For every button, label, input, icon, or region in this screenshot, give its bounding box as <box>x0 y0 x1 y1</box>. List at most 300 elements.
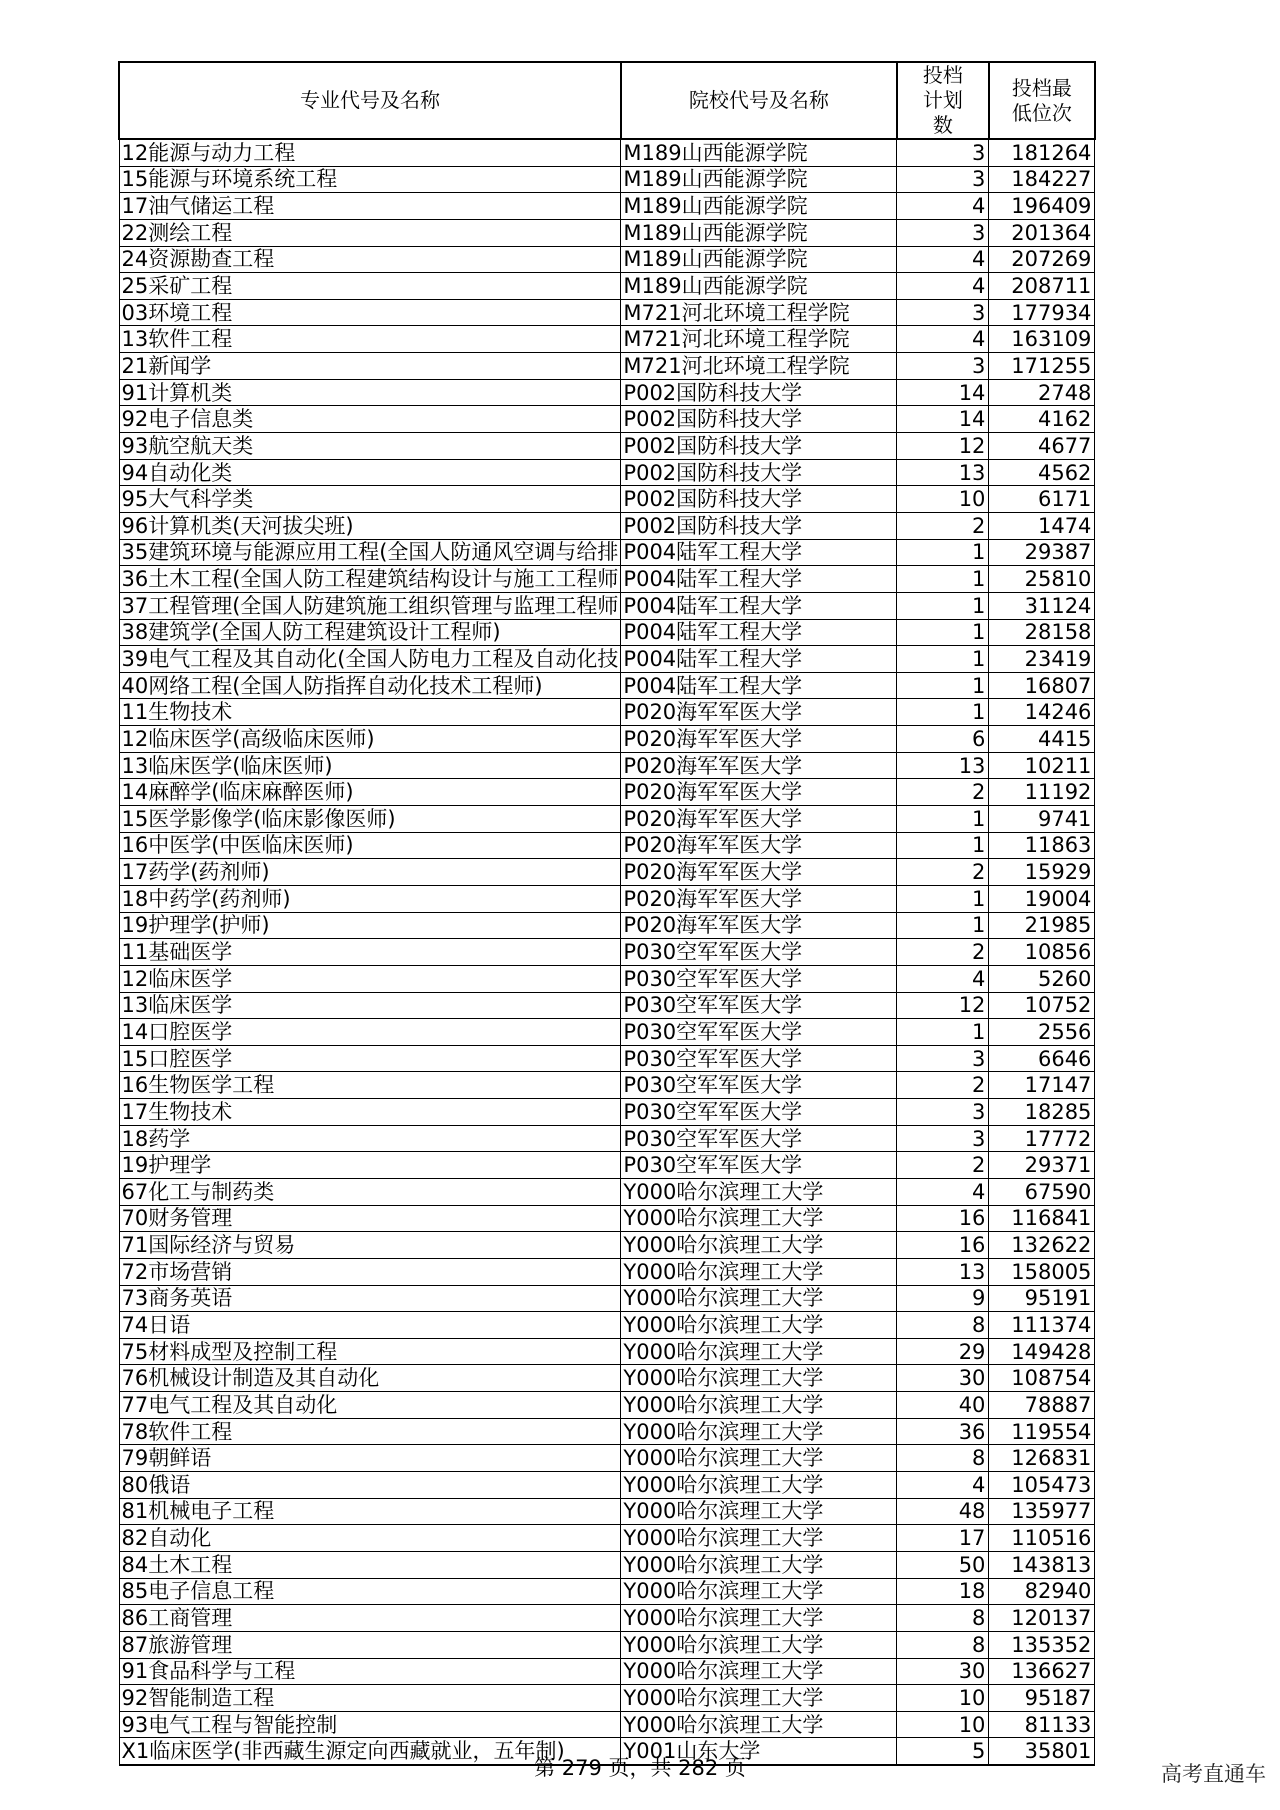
table-row <box>119 1019 1095 1046</box>
cell-plan-count: 8 <box>897 1605 989 1632</box>
cell-major: 18中药学(药剂师) <box>119 885 621 912</box>
cell-major: 80俄语 <box>119 1472 621 1499</box>
cell-major: 92电子信息类 <box>119 406 621 433</box>
cell-school: Y000哈尔滨理工大学 <box>621 1525 897 1552</box>
cell-school: P030空军军医大学 <box>621 992 897 1019</box>
cell-school: P004陆军工程大学 <box>621 619 897 646</box>
table-row <box>119 1658 1095 1685</box>
table-row <box>119 726 1095 753</box>
cell-school: P020海军军医大学 <box>621 832 897 859</box>
cell-plan-count: 8 <box>897 1631 989 1658</box>
cell-min-rank: 9741 <box>989 806 1095 833</box>
cell-school: Y000哈尔滨理工大学 <box>621 1685 897 1712</box>
cell-major: 36土木工程(全国人防工程建筑结构设计与施工工程师 <box>119 566 621 593</box>
cell-school: Y000哈尔滨理工大学 <box>621 1338 897 1365</box>
cell-plan-count: 40 <box>897 1392 989 1419</box>
cell-plan-count: 12 <box>897 433 989 460</box>
cell-major: 25采矿工程 <box>119 273 621 300</box>
cell-plan-count: 8 <box>897 1312 989 1339</box>
cell-school: M721河北环境工程学院 <box>621 326 897 353</box>
cell-school: M189山西能源学院 <box>621 246 897 273</box>
cell-plan-count: 18 <box>897 1578 989 1605</box>
cell-min-rank: 184227 <box>989 166 1095 193</box>
cell-school: P030空军军医大学 <box>621 1072 897 1099</box>
table-row <box>119 1125 1095 1152</box>
cell-plan-count: 4 <box>897 326 989 353</box>
cell-min-rank: 4162 <box>989 406 1095 433</box>
cell-school: P002国防科技大学 <box>621 406 897 433</box>
cell-min-rank: 19004 <box>989 885 1095 912</box>
cell-min-rank: 67590 <box>989 1178 1095 1205</box>
cell-major: 77电气工程及其自动化 <box>119 1392 621 1419</box>
cell-major: 17生物技术 <box>119 1099 621 1126</box>
cell-min-rank: 5260 <box>989 965 1095 992</box>
table-row <box>119 379 1095 406</box>
table-row <box>119 406 1095 433</box>
cell-school: Y001山东大学 <box>621 1738 897 1765</box>
cell-plan-count: 3 <box>897 353 989 380</box>
cell-school: M721河北环境工程学院 <box>621 353 897 380</box>
watermark-text: 高考直通车 <box>1161 1762 1266 1786</box>
cell-min-rank: 136627 <box>989 1658 1095 1685</box>
table-header-row <box>119 62 1095 139</box>
table-row <box>119 459 1095 486</box>
cell-plan-count: 13 <box>897 752 989 779</box>
cell-plan-count: 2 <box>897 859 989 886</box>
cell-major: 11生物技术 <box>119 699 621 726</box>
cell-min-rank: 16807 <box>989 672 1095 699</box>
cell-min-rank: 4562 <box>989 459 1095 486</box>
cell-plan-count: 3 <box>897 219 989 246</box>
cell-school: M189山西能源学院 <box>621 166 897 193</box>
cell-min-rank: 208711 <box>989 273 1095 300</box>
cell-major: 72市场营销 <box>119 1258 621 1285</box>
cell-plan-count: 14 <box>897 379 989 406</box>
cell-plan-count: 9 <box>897 1285 989 1312</box>
cell-school: P030空军军医大学 <box>621 1019 897 1046</box>
table-row <box>119 1685 1095 1712</box>
cell-min-rank: 119554 <box>989 1418 1095 1445</box>
table-row <box>119 1472 1095 1499</box>
cell-min-rank: 108754 <box>989 1365 1095 1392</box>
table-row <box>119 752 1095 779</box>
cell-min-rank: 111374 <box>989 1312 1095 1339</box>
cell-min-rank: 120137 <box>989 1605 1095 1632</box>
cell-major: 81机械电子工程 <box>119 1498 621 1525</box>
cell-plan-count: 14 <box>897 406 989 433</box>
cell-min-rank: 2748 <box>989 379 1095 406</box>
cell-min-rank: 196409 <box>989 193 1095 220</box>
cell-plan-count: 4 <box>897 1178 989 1205</box>
cell-min-rank: 81133 <box>989 1711 1095 1738</box>
cell-major: 75材料成型及控制工程 <box>119 1338 621 1365</box>
cell-min-rank: 6646 <box>989 1045 1095 1072</box>
cell-school: P020海军军医大学 <box>621 885 897 912</box>
cell-major: 03环境工程 <box>119 299 621 326</box>
cell-min-rank: 23419 <box>989 646 1095 673</box>
cell-plan-count: 13 <box>897 1258 989 1285</box>
cell-min-rank: 82940 <box>989 1578 1095 1605</box>
cell-major: 74日语 <box>119 1312 621 1339</box>
cell-school: P004陆军工程大学 <box>621 566 897 593</box>
cell-plan-count: 1 <box>897 646 989 673</box>
table-row <box>119 139 1095 166</box>
cell-min-rank: 17147 <box>989 1072 1095 1099</box>
cell-plan-count: 1 <box>897 832 989 859</box>
cell-school: P002国防科技大学 <box>621 433 897 460</box>
cell-school: P004陆军工程大学 <box>621 672 897 699</box>
cell-min-rank: 10856 <box>989 939 1095 966</box>
cell-school: P030空军军医大学 <box>621 1125 897 1152</box>
cell-major: 87旅游管理 <box>119 1631 621 1658</box>
cell-plan-count: 10 <box>897 1711 989 1738</box>
table-row <box>119 619 1095 646</box>
table-row <box>119 1365 1095 1392</box>
cell-major: 84土木工程 <box>119 1551 621 1578</box>
cell-plan-count: 1 <box>897 592 989 619</box>
cell-school: M189山西能源学院 <box>621 219 897 246</box>
cell-plan-count: 2 <box>897 1072 989 1099</box>
cell-plan-count: 10 <box>897 1685 989 1712</box>
table-row <box>119 1578 1095 1605</box>
table-row <box>119 166 1095 193</box>
cell-plan-count: 6 <box>897 726 989 753</box>
cell-school: P002国防科技大学 <box>621 486 897 513</box>
cell-major: 38建筑学(全国人防工程建筑设计工程师) <box>119 619 621 646</box>
cell-major: 79朝鲜语 <box>119 1445 621 1472</box>
cell-major: 39电气工程及其自动化(全国人防电力工程及自动化技 <box>119 646 621 673</box>
cell-min-rank: 110516 <box>989 1525 1095 1552</box>
cell-school: Y000哈尔滨理工大学 <box>621 1285 897 1312</box>
cell-plan-count: 4 <box>897 193 989 220</box>
cell-plan-count: 1 <box>897 912 989 939</box>
cell-plan-count: 13 <box>897 459 989 486</box>
cell-major: 12临床医学(高级临床医师) <box>119 726 621 753</box>
header-major: 专业代号及名称 <box>119 62 621 139</box>
cell-plan-count: 30 <box>897 1658 989 1685</box>
header-school: 院校代号及名称 <box>621 62 897 139</box>
cell-major: 14口腔医学 <box>119 1019 621 1046</box>
cell-major: 18药学 <box>119 1125 621 1152</box>
cell-plan-count: 16 <box>897 1205 989 1232</box>
table-row <box>119 566 1095 593</box>
cell-school: Y000哈尔滨理工大学 <box>621 1498 897 1525</box>
cell-school: P004陆军工程大学 <box>621 646 897 673</box>
table-row <box>119 1392 1095 1419</box>
cell-major: 22测绘工程 <box>119 219 621 246</box>
cell-plan-count: 12 <box>897 992 989 1019</box>
table-row <box>119 1605 1095 1632</box>
cell-school: M189山西能源学院 <box>621 139 897 166</box>
table-row <box>119 433 1095 460</box>
cell-min-rank: 25810 <box>989 566 1095 593</box>
cell-min-rank: 132622 <box>989 1232 1095 1259</box>
cell-plan-count: 3 <box>897 166 989 193</box>
cell-min-rank: 17772 <box>989 1125 1095 1152</box>
cell-major: 16中医学(中医临床医师) <box>119 832 621 859</box>
cell-school: Y000哈尔滨理工大学 <box>621 1631 897 1658</box>
cell-school: P004陆军工程大学 <box>621 592 897 619</box>
cell-school: Y000哈尔滨理工大学 <box>621 1605 897 1632</box>
cell-major: 71国际经济与贸易 <box>119 1232 621 1259</box>
cell-plan-count: 48 <box>897 1498 989 1525</box>
cell-major: 17药学(药剂师) <box>119 859 621 886</box>
cell-major: X1临床医学(非西藏生源定向西藏就业，五年制) <box>119 1738 621 1765</box>
table-row <box>119 193 1095 220</box>
cell-min-rank: 143813 <box>989 1551 1095 1578</box>
cell-plan-count: 16 <box>897 1232 989 1259</box>
cell-school: M721河北环境工程学院 <box>621 299 897 326</box>
cell-major: 19护理学(护师) <box>119 912 621 939</box>
table-row <box>119 939 1095 966</box>
table-row <box>119 1498 1095 1525</box>
table-row <box>119 1312 1095 1339</box>
cell-major: 40网络工程(全国人防指挥自动化技术工程师) <box>119 672 621 699</box>
table-row <box>119 1418 1095 1445</box>
cell-major: 95大气科学类 <box>119 486 621 513</box>
cell-min-rank: 4415 <box>989 726 1095 753</box>
table-row <box>119 486 1095 513</box>
cell-plan-count: 1 <box>897 1019 989 1046</box>
table-row <box>119 1072 1095 1099</box>
table-row <box>119 592 1095 619</box>
cell-min-rank: 171255 <box>989 353 1095 380</box>
cell-major: 93电气工程与智能控制 <box>119 1711 621 1738</box>
cell-school: P020海军军医大学 <box>621 752 897 779</box>
cell-school: Y000哈尔滨理工大学 <box>621 1232 897 1259</box>
table-row <box>119 512 1095 539</box>
admission-table <box>118 61 1096 1766</box>
table-row <box>119 1258 1095 1285</box>
cell-min-rank: 11863 <box>989 832 1095 859</box>
cell-major: 14麻醉学(临床麻醉医师) <box>119 779 621 806</box>
table-row <box>119 299 1095 326</box>
cell-plan-count: 10 <box>897 486 989 513</box>
table-row <box>119 1631 1095 1658</box>
cell-major: 13临床医学 <box>119 992 621 1019</box>
cell-min-rank: 2556 <box>989 1019 1095 1046</box>
table-row <box>119 273 1095 300</box>
cell-min-rank: 31124 <box>989 592 1095 619</box>
table-body <box>119 139 1095 1765</box>
cell-major: 70财务管理 <box>119 1205 621 1232</box>
cell-min-rank: 95191 <box>989 1285 1095 1312</box>
table-row <box>119 779 1095 806</box>
cell-major: 24资源勘查工程 <box>119 246 621 273</box>
cell-major: 94自动化类 <box>119 459 621 486</box>
cell-plan-count: 1 <box>897 885 989 912</box>
cell-school: Y000哈尔滨理工大学 <box>621 1472 897 1499</box>
cell-school: P020海军军医大学 <box>621 726 897 753</box>
table-row <box>119 539 1095 566</box>
cell-min-rank: 177934 <box>989 299 1095 326</box>
table-row <box>119 219 1095 246</box>
cell-major: 21新闻学 <box>119 353 621 380</box>
cell-min-rank: 135352 <box>989 1631 1095 1658</box>
cell-plan-count: 3 <box>897 139 989 166</box>
cell-plan-count: 8 <box>897 1445 989 1472</box>
cell-plan-count: 2 <box>897 1152 989 1179</box>
cell-major: 91食品科学与工程 <box>119 1658 621 1685</box>
table-row <box>119 353 1095 380</box>
cell-school: P002国防科技大学 <box>621 512 897 539</box>
cell-school: Y000哈尔滨理工大学 <box>621 1365 897 1392</box>
cell-plan-count: 3 <box>897 299 989 326</box>
cell-major: 35建筑环境与能源应用工程(全国人防通风空调与给排 <box>119 539 621 566</box>
cell-plan-count: 30 <box>897 1365 989 1392</box>
cell-major: 86工商管理 <box>119 1605 621 1632</box>
cell-school: Y000哈尔滨理工大学 <box>621 1205 897 1232</box>
cell-school: Y000哈尔滨理工大学 <box>621 1418 897 1445</box>
cell-plan-count: 5 <box>897 1738 989 1765</box>
cell-min-rank: 28158 <box>989 619 1095 646</box>
cell-plan-count: 1 <box>897 566 989 593</box>
cell-min-rank: 201364 <box>989 219 1095 246</box>
cell-plan-count: 3 <box>897 1125 989 1152</box>
cell-plan-count: 1 <box>897 806 989 833</box>
table-row <box>119 965 1095 992</box>
header-min-rank: 投档最低位次 <box>989 62 1095 139</box>
cell-plan-count: 1 <box>897 699 989 726</box>
cell-school: Y000哈尔滨理工大学 <box>621 1178 897 1205</box>
cell-min-rank: 116841 <box>989 1205 1095 1232</box>
cell-major: 85电子信息工程 <box>119 1578 621 1605</box>
cell-school: P030空军军医大学 <box>621 965 897 992</box>
cell-school: M189山西能源学院 <box>621 273 897 300</box>
cell-plan-count: 4 <box>897 965 989 992</box>
cell-min-rank: 21985 <box>989 912 1095 939</box>
table-row <box>119 912 1095 939</box>
cell-min-rank: 6171 <box>989 486 1095 513</box>
cell-major: 15口腔医学 <box>119 1045 621 1072</box>
table-row <box>119 1152 1095 1179</box>
table-row <box>119 885 1095 912</box>
cell-school: P030空军军医大学 <box>621 1099 897 1126</box>
cell-min-rank: 126831 <box>989 1445 1095 1472</box>
table-row <box>119 246 1095 273</box>
cell-school: Y000哈尔滨理工大学 <box>621 1312 897 1339</box>
table-row <box>119 1232 1095 1259</box>
cell-school: Y000哈尔滨理工大学 <box>621 1445 897 1472</box>
cell-school: P030空军军医大学 <box>621 1045 897 1072</box>
cell-school: Y000哈尔滨理工大学 <box>621 1258 897 1285</box>
table-row <box>119 1551 1095 1578</box>
cell-school: Y000哈尔滨理工大学 <box>621 1551 897 1578</box>
cell-major: 13软件工程 <box>119 326 621 353</box>
cell-min-rank: 11192 <box>989 779 1095 806</box>
cell-major: 11基础医学 <box>119 939 621 966</box>
cell-major: 82自动化 <box>119 1525 621 1552</box>
cell-min-rank: 158005 <box>989 1258 1095 1285</box>
cell-min-rank: 163109 <box>989 326 1095 353</box>
cell-school: M189山西能源学院 <box>621 193 897 220</box>
cell-min-rank: 14246 <box>989 699 1095 726</box>
cell-plan-count: 29 <box>897 1338 989 1365</box>
cell-min-rank: 10752 <box>989 992 1095 1019</box>
cell-school: Y000哈尔滨理工大学 <box>621 1711 897 1738</box>
cell-major: 15能源与环境系统工程 <box>119 166 621 193</box>
cell-major: 37工程管理(全国人防建筑施工组织管理与监理工程师 <box>119 592 621 619</box>
cell-school: P004陆军工程大学 <box>621 539 897 566</box>
cell-school: Y000哈尔滨理工大学 <box>621 1578 897 1605</box>
cell-major: 15医学影像学(临床影像医师) <box>119 806 621 833</box>
cell-school: P020海军军医大学 <box>621 912 897 939</box>
table-row <box>119 1045 1095 1072</box>
cell-plan-count: 3 <box>897 1045 989 1072</box>
cell-major: 96计算机类(天河拔尖班) <box>119 512 621 539</box>
cell-major: 73商务英语 <box>119 1285 621 1312</box>
table-row <box>119 992 1095 1019</box>
table-row <box>119 859 1095 886</box>
cell-major: 17油气储运工程 <box>119 193 621 220</box>
table-row <box>119 832 1095 859</box>
cell-min-rank: 105473 <box>989 1472 1095 1499</box>
cell-plan-count: 4 <box>897 273 989 300</box>
table-row <box>119 646 1095 673</box>
cell-min-rank: 10211 <box>989 752 1095 779</box>
table-row <box>119 1525 1095 1552</box>
cell-min-rank: 1474 <box>989 512 1095 539</box>
cell-min-rank: 29387 <box>989 539 1095 566</box>
cell-plan-count: 50 <box>897 1551 989 1578</box>
cell-plan-count: 2 <box>897 512 989 539</box>
cell-major: 76机械设计制造及其自动化 <box>119 1365 621 1392</box>
table-row <box>119 1205 1095 1232</box>
table-row <box>119 1445 1095 1472</box>
cell-school: P020海军军医大学 <box>621 806 897 833</box>
cell-school: P002国防科技大学 <box>621 379 897 406</box>
cell-plan-count: 36 <box>897 1418 989 1445</box>
cell-school: P030空军军医大学 <box>621 939 897 966</box>
table-row <box>119 1285 1095 1312</box>
cell-min-rank: 35801 <box>989 1738 1095 1765</box>
cell-plan-count: 4 <box>897 246 989 273</box>
table-row <box>119 1099 1095 1126</box>
cell-major: 91计算机类 <box>119 379 621 406</box>
header-plan-count: 投档计划数 <box>897 62 989 139</box>
cell-plan-count: 2 <box>897 779 989 806</box>
cell-major: 19护理学 <box>119 1152 621 1179</box>
cell-plan-count: 1 <box>897 539 989 566</box>
cell-school: Y000哈尔滨理工大学 <box>621 1658 897 1685</box>
cell-major: 78软件工程 <box>119 1418 621 1445</box>
cell-min-rank: 18285 <box>989 1099 1095 1126</box>
cell-school: P020海军军医大学 <box>621 859 897 886</box>
cell-major: 12能源与动力工程 <box>119 139 621 166</box>
cell-min-rank: 29371 <box>989 1152 1095 1179</box>
cell-major: 67化工与制药类 <box>119 1178 621 1205</box>
cell-min-rank: 207269 <box>989 246 1095 273</box>
cell-min-rank: 78887 <box>989 1392 1095 1419</box>
page-number: 第 279 页，共 282 页 <box>534 1756 746 1780</box>
cell-major: 16生物医学工程 <box>119 1072 621 1099</box>
cell-min-rank: 181264 <box>989 139 1095 166</box>
cell-major: 13临床医学(临床医师) <box>119 752 621 779</box>
cell-min-rank: 15929 <box>989 859 1095 886</box>
cell-school: P002国防科技大学 <box>621 459 897 486</box>
cell-plan-count: 17 <box>897 1525 989 1552</box>
cell-major: 92智能制造工程 <box>119 1685 621 1712</box>
cell-major: 93航空航天类 <box>119 433 621 460</box>
table-row <box>119 1711 1095 1738</box>
cell-major: 12临床医学 <box>119 965 621 992</box>
cell-plan-count: 1 <box>897 619 989 646</box>
table-row <box>119 326 1095 353</box>
cell-school: P020海军军医大学 <box>621 779 897 806</box>
cell-school: Y000哈尔滨理工大学 <box>621 1392 897 1419</box>
table-row <box>119 1338 1095 1365</box>
table-row <box>119 1178 1095 1205</box>
